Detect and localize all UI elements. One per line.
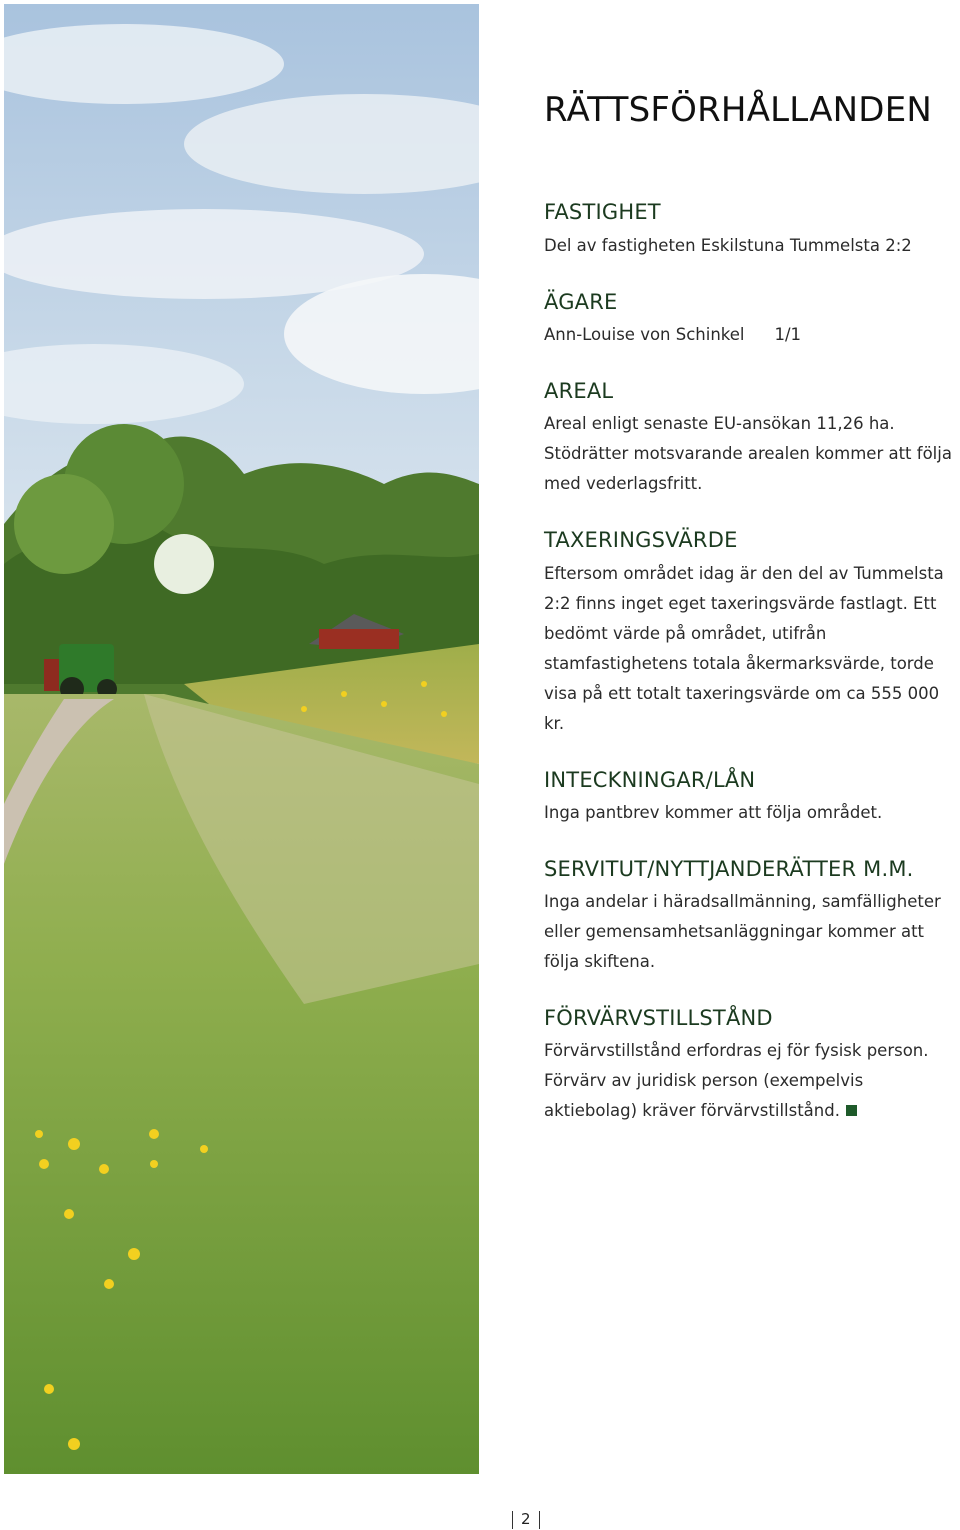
main-content <box>544 92 960 1154</box>
section-agare <box>544 289 960 350</box>
end-mark-icon <box>846 1105 857 1116</box>
section-taxeringsvarde <box>544 527 960 738</box>
section-heading: FÖRVÄRVSTILLSTÅND <box>544 1006 773 1031</box>
section-body: Areal enligt senaste EU-ansökan 11,26 ha. Stödrätter motsvarande arealen kommer att följa med vederlagsfritt. <box>544 414 952 494</box>
folio-divider <box>539 1511 540 1529</box>
section-body-wrapper <box>544 1036 960 1126</box>
section-body: Eftersom området idag är den del av Tummelsta 2:2 finns inget eget taxeringsvärde fastlagt. Ett bedömt värde på området, utifrån stamfastighetens totala åkermarksvärde, torde visa på ett totalt taxeringsvärde om ca 555 000 kr. <box>544 563 944 733</box>
section-body: Inga andelar i häradsallmänning, samfälligheter eller gemensamhetsanläggningar kommer att följa skiftena. <box>544 892 941 972</box>
section-heading: SERVITUT/NYTTJANDERÄTTER M.M. <box>544 856 914 881</box>
section-body: Förvärvstillstånd erfordras ej för fysisk person. Förvärv av juridisk person (exempelvis aktiebolag) kräver förvärvstillstånd. <box>544 1041 929 1121</box>
owner-line <box>544 320 960 350</box>
section-body: Inga pantbrev kommer att följa området. <box>544 802 883 822</box>
owner-name: Ann-Louise von Schinkel <box>544 324 745 344</box>
section-body: Del av fastigheten Eskilstuna Tummelsta 2:2 <box>544 235 912 255</box>
landscape-photo <box>4 4 479 1474</box>
section-forvarvstillstand <box>544 1005 960 1126</box>
page-number-value: 2 <box>521 1510 531 1528</box>
section-heading: ÄGARE <box>544 289 618 314</box>
section-heading: FASTIGHET <box>544 200 661 225</box>
section-heading: AREAL <box>544 378 614 403</box>
owner-share: 1/1 <box>774 324 802 344</box>
section-servitut <box>544 856 960 977</box>
section-inteckningar <box>544 767 960 828</box>
page-title: RÄTTSFÖRHÅLLANDEN <box>544 90 933 130</box>
section-heading: INTECKNINGAR/LÅN <box>544 767 756 792</box>
page-number <box>504 1510 548 1529</box>
farm-landscape-image <box>4 4 479 1474</box>
folio-divider <box>512 1511 513 1529</box>
section-areal <box>544 378 960 499</box>
section-fastighet <box>544 199 960 260</box>
section-heading: TAXERINGSVÄRDE <box>544 528 738 553</box>
